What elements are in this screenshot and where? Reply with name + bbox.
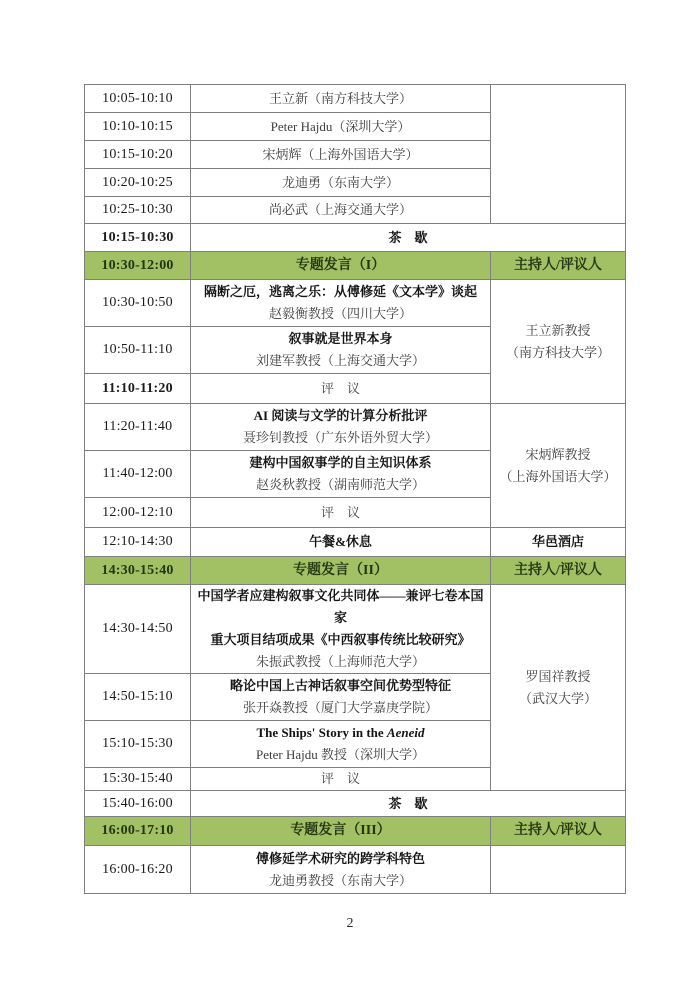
table-row [85, 528, 626, 557]
cell-text-line: 专题发言（I） [295, 257, 386, 273]
schedule-table [84, 84, 626, 894]
cell-text-line: 评 议 [320, 771, 360, 786]
content-cell [191, 113, 491, 141]
content-cell [191, 846, 491, 894]
content-cell [191, 498, 491, 528]
content-cell [191, 768, 491, 791]
cell-text-line: 赵炎秋教授（湖南师范大学） [255, 477, 425, 492]
content-cell [191, 85, 491, 113]
cell-text-line: 赵毅衡教授（四川大学） [268, 306, 412, 321]
time-cell: 16:00-16:20 [85, 846, 191, 894]
cell-text-line: 茶 歇 [388, 795, 428, 811]
cell-text-line: 建构中国叙事学的自主知识体系 [249, 455, 432, 470]
time-cell: 11:40-12:00 [85, 451, 191, 498]
cell-text-line: 午餐&休息 [309, 534, 372, 549]
content-cell [191, 585, 491, 674]
content-cell [191, 374, 491, 404]
cell-text-line: 专题发言（II） [293, 562, 388, 578]
content-cell [191, 791, 626, 817]
cell-text-line: 宋炳辉（上海外国语大学） [262, 146, 419, 162]
cell-text-line: 王立新（南方科技大学） [268, 90, 412, 106]
content-cell [191, 224, 626, 252]
cell-text-line: 评 议 [320, 380, 360, 396]
cell-text-line: （南方科技大学） [505, 344, 610, 360]
content-cell [191, 557, 491, 585]
host-cell [491, 817, 626, 846]
time-cell: 12:00-12:10 [85, 498, 191, 528]
time-cell: 16:00-17:10 [85, 817, 191, 846]
cell-text-line: 张开焱教授（厦门大学嘉庚学院） [242, 700, 438, 715]
host-cell [491, 404, 626, 528]
host-cell [491, 528, 626, 557]
cell-text-line: 傅修延学术研究的跨学科特色 [255, 850, 425, 866]
time-cell: 15:40-16:00 [85, 791, 191, 817]
time-cell: 10:15-10:30 [85, 224, 191, 252]
cell-text-line: AI 阅读与文学的计算分析批评 [253, 408, 428, 423]
session-header-row [85, 557, 626, 585]
time-cell: 15:30-15:40 [85, 768, 191, 791]
host-cell [491, 280, 626, 404]
cell-text-line: 宋炳辉教授 [525, 446, 591, 462]
table-row [85, 224, 626, 252]
cell-text-line: （武汉大学） [518, 690, 597, 706]
cell-text-line: 略论中国上古神话叙事空间优势型特征 [229, 678, 451, 693]
content-cell [191, 169, 491, 197]
time-cell: 10:25-10:30 [85, 197, 191, 224]
table-row [85, 85, 626, 113]
cell-text-line: 隔断之厄，逃离之乐：从傅修延《文本学》谈起 [203, 284, 477, 299]
cell-text-line: （上海外国语大学） [499, 468, 617, 484]
cell-text-line: The Ships' Story in the Aeneid [256, 725, 425, 740]
host-cell [491, 846, 626, 894]
cell-text-line: 评 议 [320, 504, 360, 520]
cell-text-line: 龙迪勇（东南大学） [281, 174, 399, 190]
time-cell: 11:10-11:20 [85, 374, 191, 404]
cell-text-line: 中国学者应建构叙事文化共同体——兼评七卷本国家 [197, 588, 484, 625]
time-cell: 10:10-10:15 [85, 113, 191, 141]
cell-text-line: Peter Hajdu（深圳大学） [270, 118, 411, 134]
time-cell: 14:30-15:40 [85, 557, 191, 585]
time-cell: 10:30-10:50 [85, 280, 191, 327]
content-cell [191, 817, 491, 846]
content-cell [191, 674, 491, 721]
content-cell [191, 327, 491, 374]
session-header-row [85, 817, 626, 846]
time-cell: 10:30-12:00 [85, 252, 191, 280]
time-cell: 10:15-10:20 [85, 141, 191, 169]
content-cell [191, 721, 491, 768]
cell-text-line: 专题发言（III） [290, 823, 391, 838]
host-cell [491, 557, 626, 585]
session-header-row [85, 252, 626, 280]
host-cell [491, 585, 626, 791]
schedule-table-body [85, 85, 626, 894]
cell-text-line: 聂珍钊教授（广东外语外贸大学） [242, 430, 438, 445]
host-cell [491, 85, 626, 224]
cell-text-line: 刘建军教授（上海交通大学） [255, 353, 425, 368]
cell-text-line: 朱振武教授（上海师范大学） [255, 654, 425, 669]
table-row [85, 280, 626, 327]
content-cell [191, 404, 491, 451]
table-row [85, 585, 626, 674]
content-cell [191, 280, 491, 327]
host-cell [491, 252, 626, 280]
page-number: 2 [346, 916, 354, 931]
time-cell: 12:10-14:30 [85, 528, 191, 557]
cell-text-line: 重大项目结项成果《中西叙事传统比较研究》 [210, 632, 471, 647]
cell-text-line: 主持人/评议人 [514, 562, 602, 578]
cell-text-line: 叙事就是世界本身 [288, 331, 393, 346]
time-cell: 11:20-11:40 [85, 404, 191, 451]
cell-text-line: 罗国祥教授 [525, 668, 591, 684]
time-cell: 10:50-11:10 [85, 327, 191, 374]
cell-text-line: 龙迪勇教授（东南大学） [268, 872, 412, 888]
cell-text-line: Peter Hajdu 教授（深圳大学） [256, 747, 425, 762]
cell-text-line: 茶 歇 [388, 229, 428, 245]
cell-text-line: 主持人/评议人 [514, 823, 602, 838]
content-cell [191, 252, 491, 280]
time-cell: 14:30-14:50 [85, 585, 191, 674]
cell-text-line: 尚必武（上海交通大学） [268, 202, 412, 217]
content-cell [191, 197, 491, 224]
table-row [85, 404, 626, 451]
content-cell [191, 451, 491, 498]
time-cell: 15:10-15:30 [85, 721, 191, 768]
time-cell: 14:50-15:10 [85, 674, 191, 721]
italic-text: Aeneid [386, 725, 425, 740]
table-row [85, 846, 626, 894]
cell-text-line: 王立新教授 [525, 322, 591, 338]
time-cell: 10:20-10:25 [85, 169, 191, 197]
cell-text-line: 华邑酒店 [531, 534, 584, 549]
time-cell: 10:05-10:10 [85, 85, 191, 113]
content-cell [191, 141, 491, 169]
content-cell [191, 528, 491, 557]
cell-text-line: 主持人/评议人 [514, 257, 602, 273]
table-row [85, 791, 626, 817]
